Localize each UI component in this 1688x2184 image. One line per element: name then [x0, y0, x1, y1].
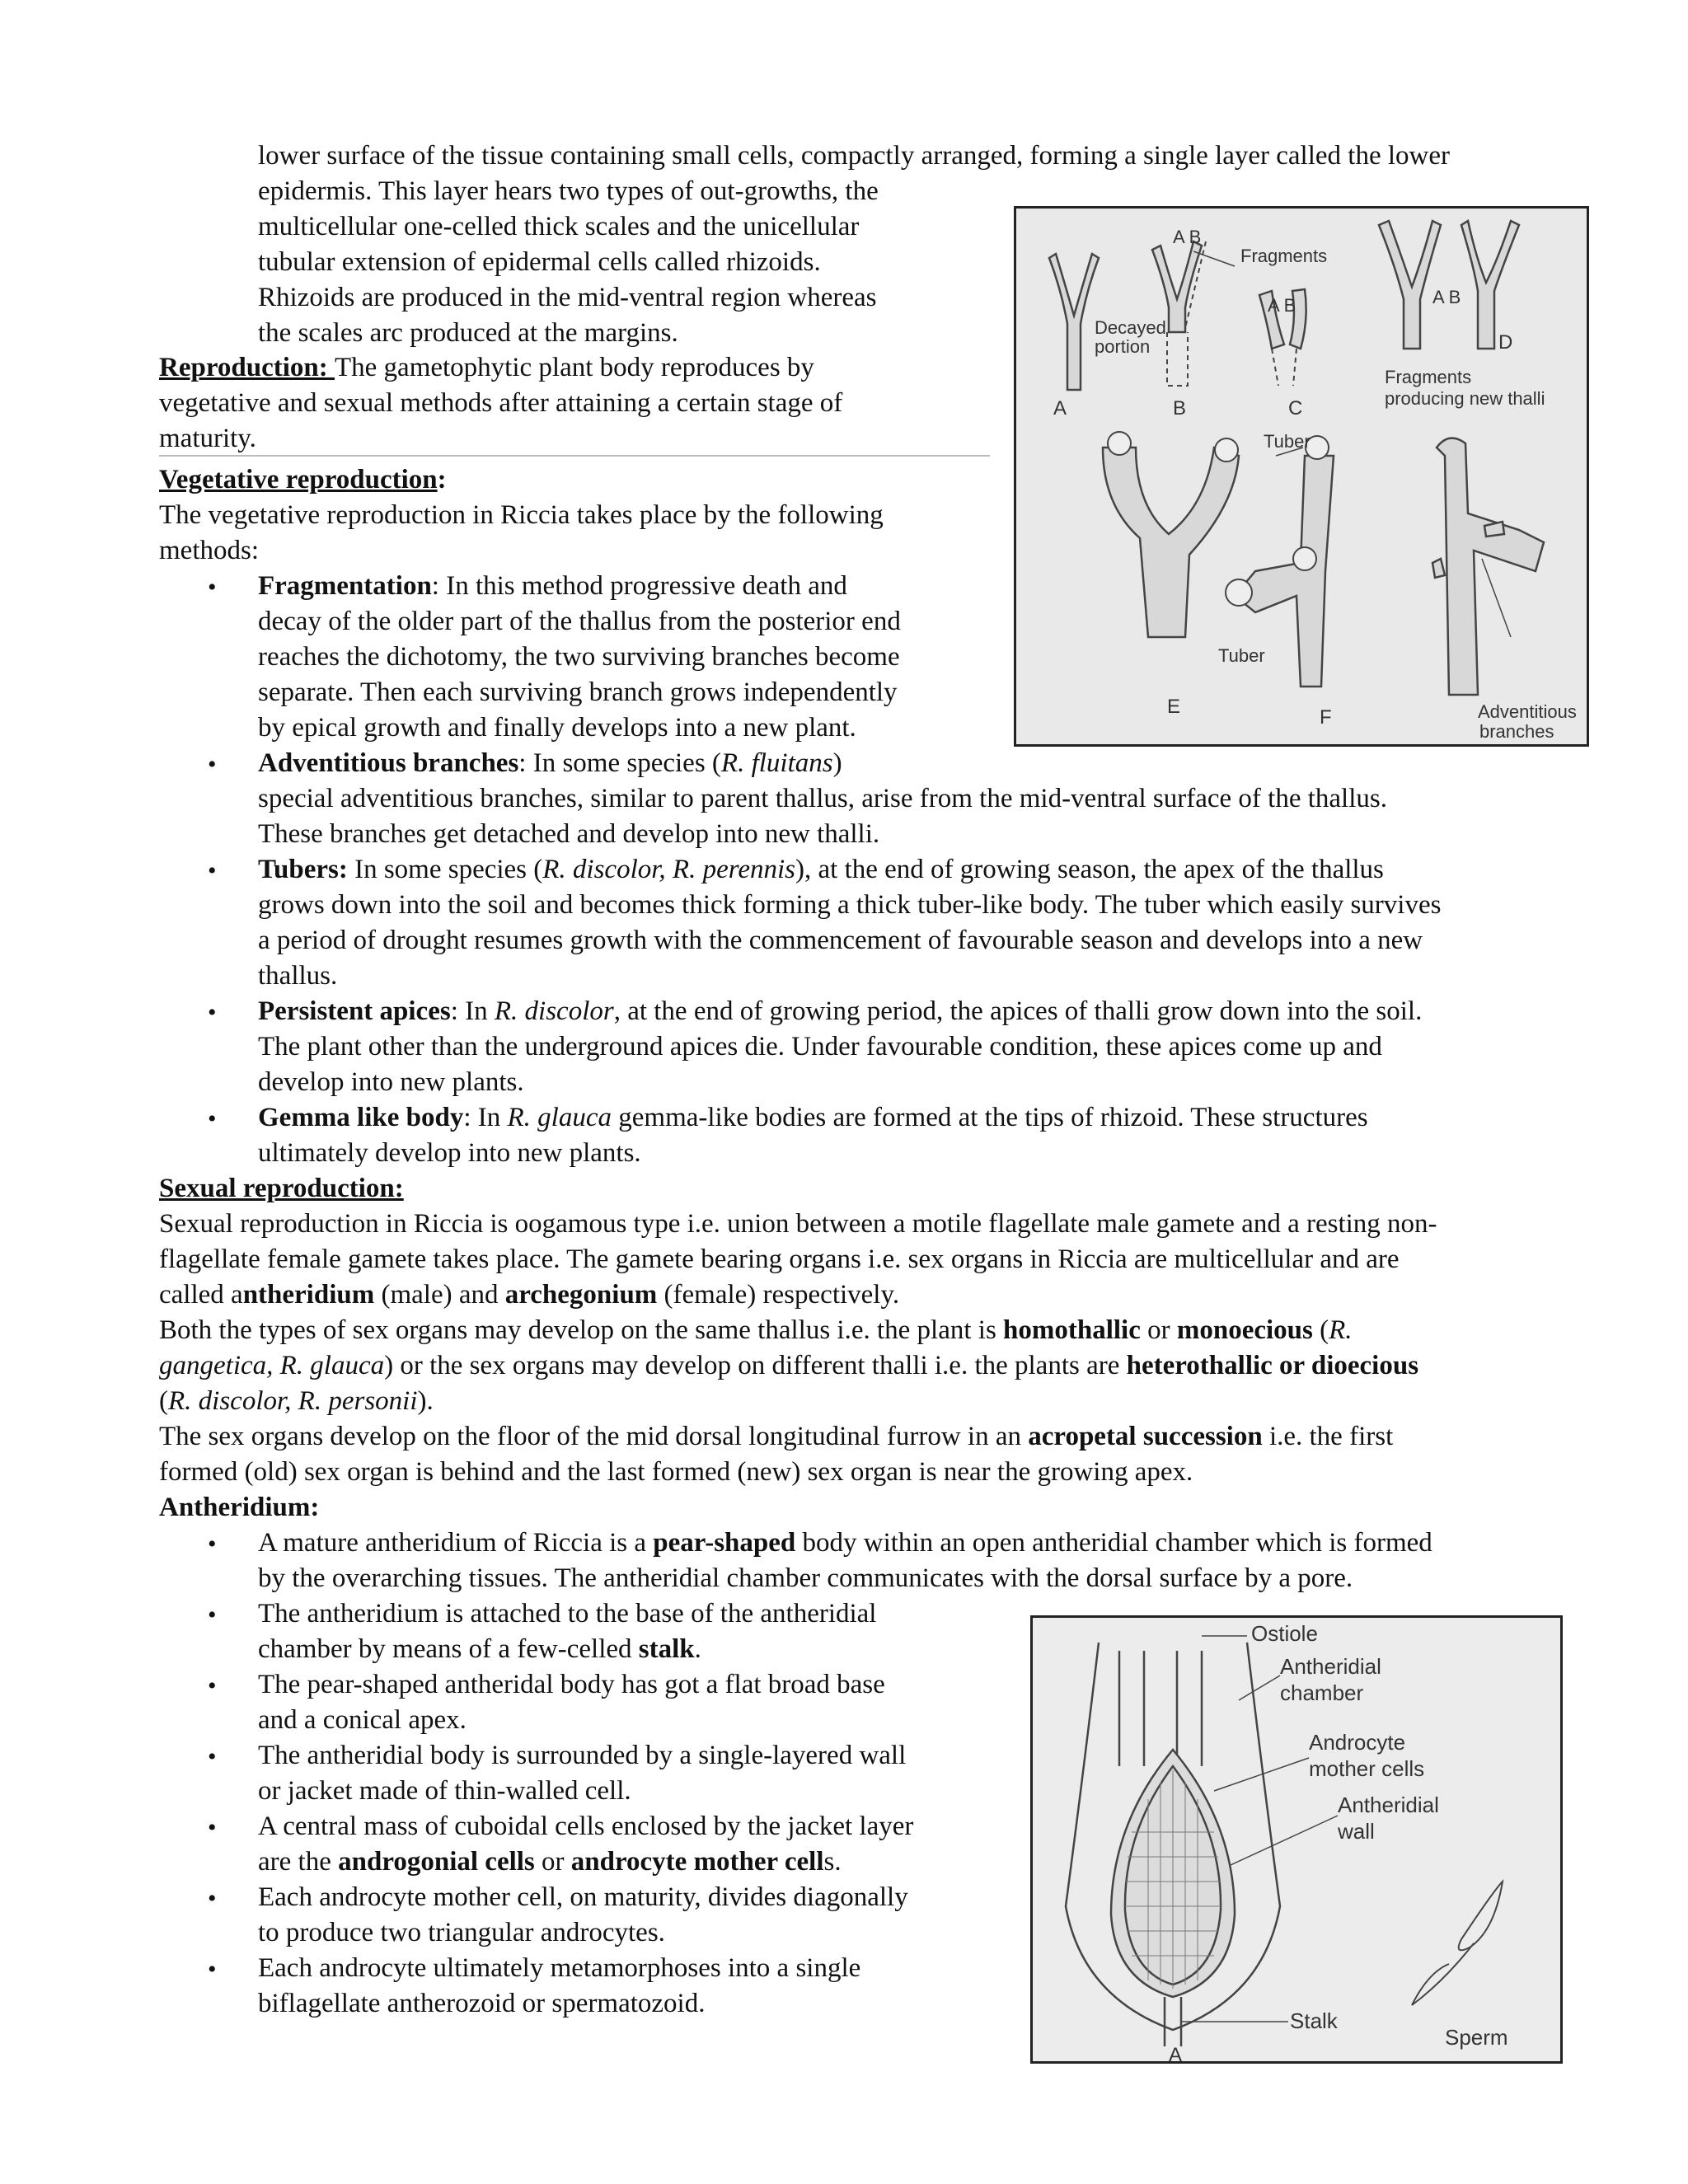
text-span: R. fluitans [720, 748, 833, 778]
text-line: to produce two triangular androcytes. [258, 1918, 665, 1947]
text-span: ( [1312, 1315, 1329, 1345]
chamber-label: chamber [1280, 1680, 1364, 1705]
text-span: stalk [638, 1634, 695, 1664]
thallus-d-left [1379, 221, 1441, 349]
text-line [258, 1632, 701, 1667]
vegetative-heading: Vegetative reproduction [159, 465, 438, 494]
androcyte-label: Androcyte [1309, 1730, 1406, 1755]
text-line: The antheridium is attached to the base of the antheridial [258, 1599, 877, 1629]
label-line [1231, 1816, 1338, 1865]
tuber-label: Tuber [1264, 431, 1311, 452]
tuber [1293, 547, 1316, 570]
reproduction-paragraph [159, 350, 814, 386]
text-line: Each androcyte ultimately metamorphoses into a single [258, 1953, 861, 1983]
figure-letter: E [1167, 696, 1181, 718]
bullet: • [208, 1956, 217, 1983]
text-line: develop into new plants. [258, 1067, 524, 1097]
bullet: • [208, 1530, 217, 1558]
text-span: androgonial cells [338, 1847, 535, 1877]
bullet: • [208, 1105, 217, 1132]
text-span: R. discolor, R. perennis [542, 855, 796, 884]
wall-label: Antheridial [1338, 1793, 1439, 1817]
vegetative-reproduction-figure [1014, 206, 1589, 747]
text-line: decay of the older part of the thallus from the posterior end [258, 607, 901, 636]
text-span: (female) respectively. [657, 1280, 900, 1310]
adventitious-item [258, 746, 842, 781]
text-span: called a [159, 1280, 243, 1310]
text-line: Each androcyte mother cell, on maturity, divides diagonally [258, 1882, 908, 1912]
text-span: : In [463, 1103, 508, 1132]
text-span: R. glauca [507, 1103, 612, 1132]
text-span: R. discolor, R. personii [168, 1386, 418, 1416]
text-line [159, 1419, 1393, 1455]
text-line: grows down into the soil and becomes thick forming a thick tuber-like body. The tuber which easily survives [258, 890, 1442, 920]
bullet: • [208, 1814, 217, 1841]
text-span: Adventitious branches [258, 748, 519, 778]
text-line: The vegetative reproduction in Riccia takes place by the following [159, 500, 884, 530]
figure-letter: A [1053, 397, 1067, 419]
text-span: ( [159, 1386, 168, 1416]
tuber [1226, 579, 1252, 606]
text-span: or [534, 1847, 571, 1877]
label-line [1193, 251, 1235, 266]
tubers-item [258, 852, 1384, 888]
tuber-apex [1108, 432, 1131, 455]
text-line: Rhizoids are produced in the mid-ventral region whereas [258, 283, 877, 312]
text-span: monoecious [1176, 1315, 1313, 1345]
text-span: : In [450, 996, 495, 1026]
stalk-label: Stalk [1290, 2008, 1338, 2033]
text-span: ) [832, 748, 842, 778]
text-line: vegetative and sexual methods after attaining a certain stage of [159, 388, 843, 418]
sexual-heading: Sexual reproduction: [159, 1174, 404, 1203]
text-span: body within an open antheridial chamber which is formed [795, 1528, 1432, 1558]
thallus-a [1049, 254, 1099, 390]
decayed-outline [1167, 332, 1188, 386]
text-line: formed (old) sex organ is behind and the last formed (new) sex organ is near the growing apex. [159, 1457, 1193, 1487]
text-line [258, 1844, 842, 1880]
adventitious-branch [1432, 559, 1445, 578]
figure-letter: B [1173, 397, 1187, 419]
tuber-label: Tuber [1218, 645, 1265, 666]
text-line: the scales arc produced at the margins. [258, 318, 678, 348]
text-line: maturity. [159, 424, 256, 453]
bullet: • [208, 1672, 217, 1699]
text-span: (male) and [374, 1280, 505, 1310]
text-line: reaches the dichotomy, the two surviving branches become [258, 642, 900, 672]
text-span: or [1140, 1315, 1177, 1345]
decayed-label: portion [1095, 336, 1151, 357]
reproduction-heading: Reproduction: [159, 353, 335, 382]
text-span: : In this method progressive death and [431, 571, 847, 601]
text-line [159, 1277, 899, 1313]
text-span: R. [1329, 1315, 1353, 1345]
sperm-label: Sperm [1445, 2025, 1508, 2050]
text-span: pear-shaped [653, 1528, 796, 1558]
sperm-drawing [1412, 1882, 1503, 2005]
text-span: chamber by means of a few-celled [258, 1634, 639, 1664]
bullet: • [208, 574, 217, 601]
text-line [258, 1526, 1432, 1561]
text-line: The pear-shaped antheridal body has got a flat broad base [258, 1670, 885, 1699]
adventitious-label: Adventitious [1478, 701, 1577, 722]
ab-label: A B [1268, 295, 1296, 316]
text-line: Sexual reproduction in Riccia is oogamous type i.e. union between a motile flagellate male gamete and a resting non- [159, 1209, 1437, 1239]
text-span: Persistent apices [258, 996, 451, 1026]
text-span: R. discolor [494, 996, 614, 1026]
text-line: multicellular one-celled thick scales and the unicellular [258, 212, 860, 241]
ab-label: A B [1432, 287, 1461, 307]
adventitious-label: branches [1479, 721, 1554, 742]
stalk [1165, 1997, 1181, 2046]
ostiole-label: Ostiole [1251, 1621, 1318, 1646]
text-line: The antheridial body is surrounded by a single-layered wall [258, 1741, 907, 1770]
text-line [159, 1384, 434, 1419]
bullet: • [208, 751, 217, 778]
text-span: In some species ( [347, 855, 543, 884]
text-line: lower surface of the tissue containing small cells, compactly arranged, forming a single layer called the lower [258, 141, 1450, 171]
text-line: flagellate female gamete takes place. The gamete bearing organs i.e. sex organs in Riccia are multicellular and are [159, 1244, 1400, 1274]
text-span: A mature antheridium of Riccia is a [258, 1528, 654, 1558]
thallus-adventitious [1437, 438, 1544, 695]
text-line: or jacket made of thin-walled cell. [258, 1776, 631, 1806]
bullet: • [208, 1601, 217, 1629]
text-span: The sex organs develop on the floor of the mid dorsal longitudinal furrow in an [159, 1422, 1029, 1451]
text-span: gangetica, R. glauca [159, 1351, 385, 1380]
text-span: androcyte mother cell [570, 1847, 824, 1877]
decayed-label: Decayed [1095, 317, 1166, 338]
fragmentation-item [258, 569, 847, 604]
chamber-label: Antheridial [1280, 1654, 1381, 1679]
fragments-new-label: Fragments [1385, 367, 1472, 387]
figure-letter: C [1288, 397, 1303, 419]
text-span: ) or the sex organs may develop on different thalli i.e. the plants are [384, 1351, 1127, 1380]
fragments-new-label: producing new thalli [1385, 388, 1545, 409]
antheridium-figure [1030, 1615, 1563, 2064]
text-line [159, 1313, 1353, 1348]
ab-label: A B [1173, 227, 1202, 247]
text-span: Both the types of sex organs may develop on the same thallus i.e. the plant is [159, 1315, 1004, 1345]
figure-letter: A [1169, 2044, 1183, 2061]
figure-illustration [1016, 209, 1587, 744]
text-span: gemma-like bodies are formed at the tips of rhizoid. These structures [612, 1103, 1368, 1132]
label-line [1482, 559, 1511, 637]
text-span: Fragmentation [258, 571, 432, 601]
text-span: : [437, 465, 447, 494]
text-span: homothallic [1003, 1315, 1141, 1345]
thallus-d-right [1461, 221, 1519, 349]
gemma-item [258, 1100, 1368, 1136]
text-span: ), at the end of growing season, the apex of the thallus [795, 855, 1384, 884]
dashed-line [1293, 349, 1296, 386]
text-line: A central mass of cuboidal cells enclosed by the jacket layer [258, 1811, 914, 1841]
text-span: Gemma like body [258, 1103, 464, 1132]
text-line: and a conical apex. [258, 1705, 467, 1735]
text-line: by the overarching tissues. The antheridial chamber communicates with the dorsal surface by a pore. [258, 1563, 1353, 1593]
figure-letter: D [1498, 331, 1513, 354]
bullet: • [208, 1885, 217, 1912]
vegetative-heading-line [159, 462, 447, 498]
bullet: • [208, 999, 217, 1026]
divider [159, 455, 990, 457]
text-line: ultimately develop into new plants. [258, 1138, 641, 1168]
text-span: . [694, 1634, 701, 1664]
fragments-label: Fragments [1240, 246, 1328, 266]
text-span: archegonium [504, 1280, 658, 1310]
text-span: ). [417, 1386, 434, 1416]
text-span: Tubers: [258, 855, 348, 884]
text-span: The gametophytic plant body reproduces by [335, 353, 814, 382]
text-span: ntheridium [242, 1280, 375, 1310]
text-line: The plant other than the underground apices die. Under favourable condition, these apices come up and [258, 1032, 1382, 1062]
antheridium-heading: Antheridium: [159, 1493, 320, 1522]
text-span: : In some species ( [518, 748, 721, 778]
persistent-item [258, 994, 1422, 1029]
antheridium-illustration [1033, 1618, 1560, 2061]
text-line: These branches get detached and develop into new thalli. [258, 819, 880, 849]
text-line: a period of drought resumes growth with the commencement of favourable season and develops into a new [258, 926, 1423, 955]
text-line: epidermis. This layer hears two types of out-growths, the [258, 176, 879, 206]
text-span: i.e. the first [1262, 1422, 1394, 1451]
text-span: are the [258, 1847, 339, 1877]
text-line: by epical growth and finally develops into a new plant. [258, 713, 856, 743]
bullet: • [208, 1743, 217, 1770]
bullet: • [208, 857, 217, 884]
text-span: acropetal succession [1028, 1422, 1263, 1451]
dashed-line [1272, 349, 1278, 386]
text-line [159, 1348, 1418, 1384]
figure-letter: F [1320, 706, 1332, 729]
text-line: tubular extension of epidermal cells called rhizoids. [258, 247, 821, 277]
text-line: methods: [159, 536, 259, 565]
text-line: separate. Then each surviving branch grows independently [258, 677, 898, 707]
wall-label: wall [1338, 1819, 1375, 1844]
text-line: thallus. [258, 961, 338, 991]
androcyte-label: mother cells [1309, 1756, 1425, 1781]
text-span: s. [823, 1847, 842, 1877]
tuber-apex [1215, 438, 1238, 462]
text-line: special adventitious branches, similar to parent thallus, arise from the mid-ventral surface of the thallus. [258, 784, 1387, 813]
text-span: heterothallic or dioecious [1126, 1351, 1419, 1380]
text-line: biflagellate antherozoid or spermatozoid. [258, 1989, 706, 2018]
label-line [1239, 1675, 1280, 1700]
thallus-e [1103, 448, 1239, 637]
text-span: , at the end of growing period, the apices of thalli grow down into the soil. [613, 996, 1423, 1026]
